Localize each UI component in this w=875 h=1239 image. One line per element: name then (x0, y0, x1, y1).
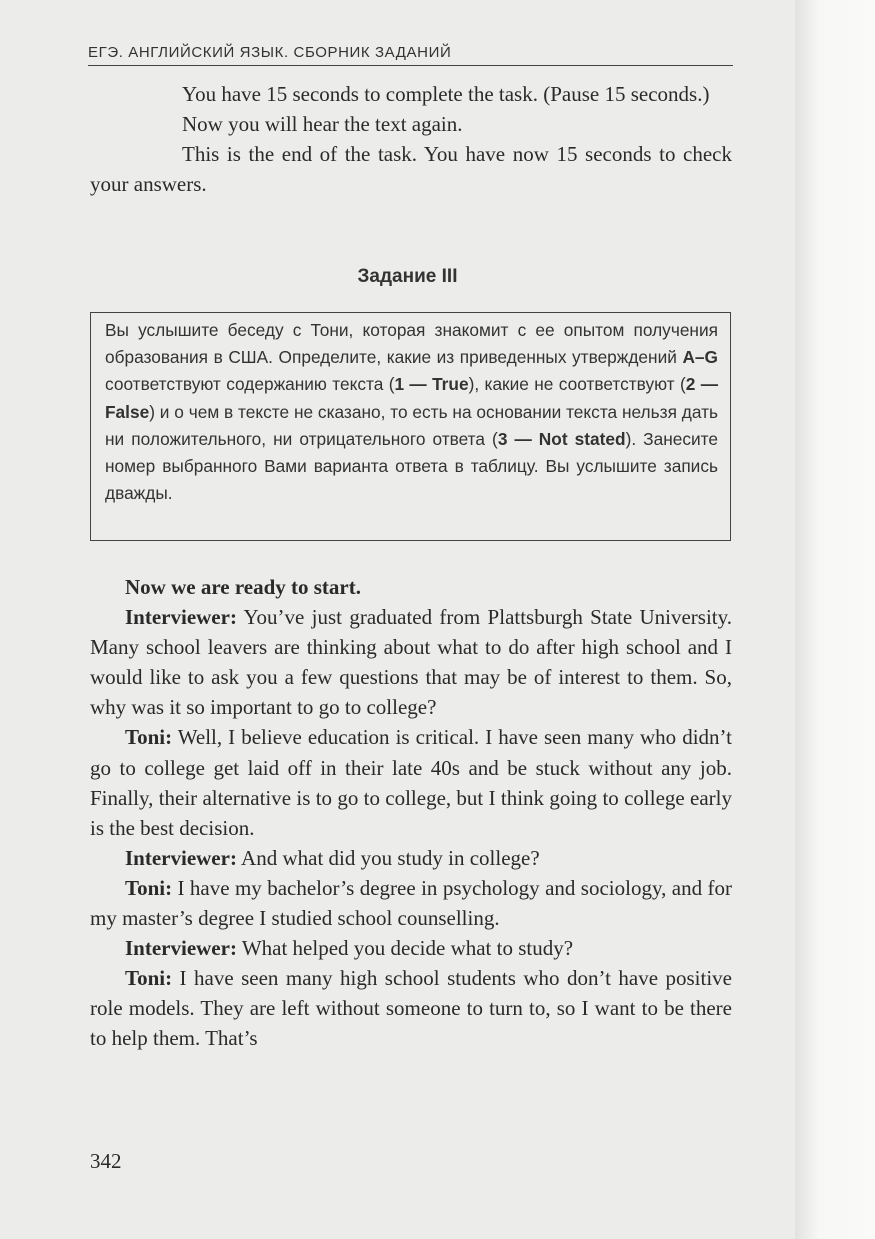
task-description-box (90, 312, 731, 541)
task-text: соответствуют содержанию текста ( (105, 374, 395, 395)
instruction-line: Now you will hear the text again. (182, 112, 463, 136)
statements-range: A–G (682, 347, 718, 368)
task-title: Задание III (357, 266, 458, 287)
speaker-label: Toni: (125, 966, 173, 991)
dialogue-transcript (90, 572, 732, 1054)
dialogue-line (90, 843, 732, 873)
page-edge (795, 0, 875, 1239)
true-option-label: 1 — True (394, 374, 469, 395)
page-number: 342 (90, 1149, 122, 1173)
speech-text: And what did you study in college? (236, 845, 540, 870)
speech-text: Well, I believe education is critical. I have seen many who didn’t go to college get laid off in their late 40s and be stuck without any job. Finally, their alternative is to go to college, but I think going to college early is the best decision. (90, 725, 732, 840)
dialogue-line (90, 933, 732, 963)
speaker-label: Toni: (125, 875, 173, 900)
speaker-label: Toni: (125, 725, 173, 750)
not-stated-option-label: 3 — Not stated (497, 428, 626, 449)
speech-text: I have my bachelor’s degree in psychology and sociology, and for my master’s degree I studied school counselling. (90, 875, 732, 931)
dialogue-line (90, 873, 732, 933)
speaker-label: Interviewer: (125, 845, 237, 870)
opening-line: Now we are ready to start. (125, 575, 361, 599)
instruction-line: You have 15 seconds to complete the task. (Pause 15 seconds.) (182, 82, 710, 106)
task-text: ), какие не соответствуют ( (468, 374, 686, 395)
dialogue-line (90, 602, 732, 722)
running-header: ЕГЭ. АНГЛИЙСКИЙ ЯЗЫК. СБОРНИК ЗАДАНИЙ (88, 44, 733, 66)
speaker-label: Interviewer: (125, 605, 237, 630)
dialogue-line (90, 963, 732, 1053)
speech-text: I have seen many high school students who don’t have positive role models. They are left without someone to turn to, so I want to be there to help them. That’s (90, 966, 732, 1051)
speaker-label: Interviewer: (125, 936, 237, 961)
dialogue-opening (90, 572, 732, 602)
task-text: ). Занесите номер выбранного Вами варианта ответа в таблицу. Вы услышите запись дважды. (105, 428, 718, 504)
dialogue-line (90, 722, 732, 842)
task-text: Вы услышите беседу с Тони, которая знакомит с ее опытом получения образования в США. Определите, какие из приведенных утверждений (105, 320, 718, 368)
speech-text: You’ve just graduated from Plattsburgh State University. Many school leavers are thinking about what to do after high school and I would like to ask you a few questions that may be of interest to them. So, why was it so important to go to college? (90, 605, 732, 720)
task-text: ) и о чем в тексте не сказано, то есть на основании текста нельзя дать ни положительного, ни отрицательного ответа ( (105, 401, 718, 449)
instruction-line: This is the end of the task. You have now 15 seconds to check your answers. (90, 142, 732, 196)
false-option-label: 2 — False (105, 374, 718, 422)
speech-text: What helped you decide what to study? (236, 936, 574, 961)
instructions-block (90, 79, 732, 199)
